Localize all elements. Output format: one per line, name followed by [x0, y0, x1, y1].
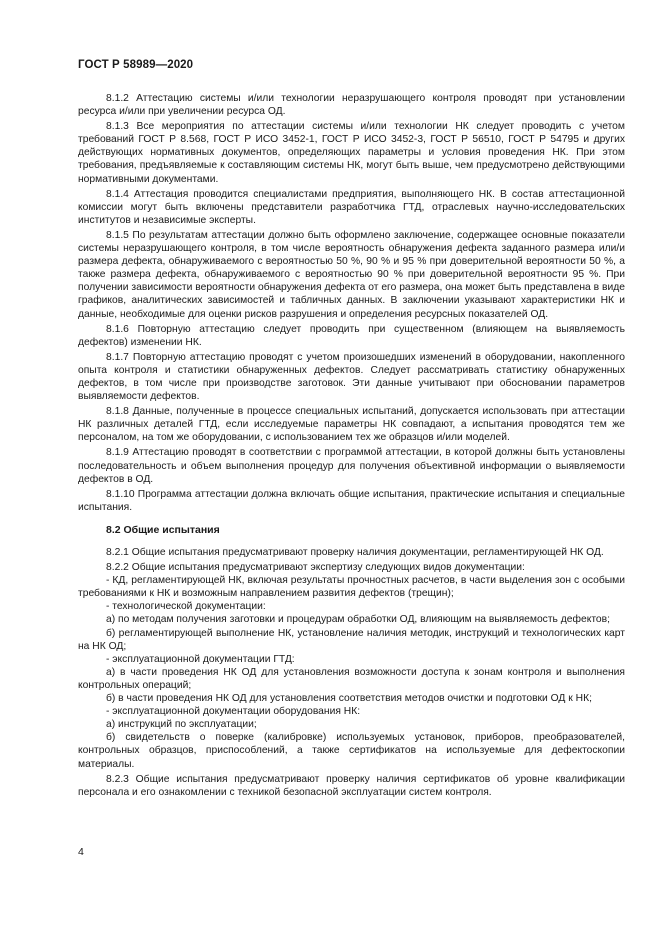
page-content: [78, 90, 625, 799]
list-item-tech-a: а) по методам получения заготовки и процедурам обработки ОД, влияющим на выявляемость дефектов;: [106, 614, 610, 626]
paragraph-8-1-4: 8.1.4 Аттестация проводится специалистами предприятия, выполняющего НК. В состав аттестационной комиссии могут быть включены представители разработчика ГТД, отраслевых научно-исследовательских институтов и независимые эксперты.: [78, 188, 625, 226]
paragraph-8-1-6: 8.1.6 Повторную аттестацию следует проводить при существенном (влияющем на выявляемость дефектов) изменении НК.: [78, 323, 625, 348]
list-item-ops-docs-gtd: - эксплуатационной документации ГТД:: [106, 653, 295, 665]
paragraph-8-1-5: 8.1.5 По результатам аттестации должно быть оформлено заключение, содержащее основные показатели системы неразрушающего контроля, в том числе вероятность обнаружения дефекта заданного размера или/и размера дефекта, обнаруживаемого с вероятностью 50 %, 90 % и 95 % при доверительной вероятности 50 %, а также размера дефекта, обнаруживаемого с вероятностью 90 % при доверительной вероятности 95 %. При получении зависимости вероятности обнаружения дефекта от его размера, она может быть представлена в виде графиков, аналитических зависимостей и табличных данных. В заключении указывают характеристики НК и данные, необходимые для оценки рисков разрушения и определения ресурсных показателей ОД.: [78, 229, 625, 320]
list-item-ops-b: б) в части проведения НК ОД для установления соответствия методов очистки и подготовки ОД к НК;: [106, 693, 592, 705]
section-heading-8-2: 8.2 Общие испытания: [106, 523, 220, 536]
list-item-equip-b: б) свидетельств о поверке (калибровке) используемых установок, приборов, преобразователей, контрольных образцов, приспособлений, а также сертификатов на используемые для дефектоскопии материалы.: [78, 732, 625, 770]
paragraph-8-2-3: 8.2.3 Общие испытания предусматривают проверку наличия сертификатов об уровне квалификации персонала и его ознакомлении с техникой безопасной эксплуатации систем контроля.: [78, 773, 625, 798]
list-item-equip-a: а) инструкций по эксплуатации;: [106, 719, 257, 731]
list-item-ops-docs-equipment: - эксплуатационной документации оборудования НК:: [106, 706, 361, 718]
paragraph-8-1-9: 8.1.9 Аттестацию проводят в соответствии с программой аттестации, в которой должны быть установлены последовательность и объем выполнения процедур для получения объективной информации о выявляемости дефектов в ОД.: [78, 447, 625, 485]
list-item-ops-a: а) в части проведения НК ОД для установления возможности доступа к зонам контроля и выполнения контрольных операций;: [78, 666, 625, 691]
paragraph-8-1-2: 8.1.2 Аттестацию системы и/или технологии неразрушающего контроля проводят при установлении ресурса и/или при увеличении ресурса ОД.: [78, 93, 625, 118]
paragraph-8-1-3: 8.1.3 Все мероприятия по аттестации системы и/или технологии НК следует проводить с учетом требований ГОСТ Р 8.568, ГОСТ Р ИСО 3452-1, ГОСТ Р ИСО 3452-3, ГОСТ Р 56510, ГОСТ Р 54795 и других действующих нормативных документов, определяющих параметры и условия проведения НК. При этом требования, предъявляемые к составляющим системы НК, могут быть выше, чем предусмотрено действующими нормативными документами.: [78, 121, 625, 185]
list-item-kd: - КД, регламентирующей НК, включая результаты прочностных расчетов, в части выделения зон с особыми требованиями к НК и возможным направлением развития дефектов (трещин);: [78, 575, 625, 600]
list-item-tech-docs: - технологической документации:: [106, 601, 266, 613]
list-item-tech-b: б) регламентирующей выполнение НК, установление наличия методик, инструкций и технологических карт на НК ОД;: [78, 627, 625, 652]
document-code-header: ГОСТ Р 58989—2020: [78, 59, 194, 71]
paragraph-8-2-1: 8.2.1 Общие испытания предусматривают проверку наличия документации, регламентирующей НК ОД.: [106, 547, 604, 558]
page-number: 4: [78, 846, 84, 858]
paragraph-8-1-7: 8.1.7 Повторную аттестацию проводят с учетом произошедших изменений в оборудовании, накопленного опыта контроля и статистики обнаруженных дефектов. Следует рассматривать статистику обнаруженных дефектов, в том числе при производстве заготовок. Эти данные учитывают при обосновании параметров выявляемости дефектов.: [78, 351, 625, 403]
paragraph-8-2-2: 8.2.2 Общие испытания предусматривают экспертизу следующих видов документации:: [106, 562, 525, 574]
paragraph-8-1-10: 8.1.10 Программа аттестации должна включать общие испытания, практические испытания и специальные испытания.: [78, 488, 625, 513]
paragraph-8-1-8: 8.1.8 Данные, полученные в процессе специальных испытаний, допускается использовать при аттестации НК различных деталей ГТД, если исследуемые параметры НК совпадают, а испытания проводятся тем же персоналом, на том же оборудовании, с использованием тех же образцов и/или моделей.: [78, 406, 625, 444]
